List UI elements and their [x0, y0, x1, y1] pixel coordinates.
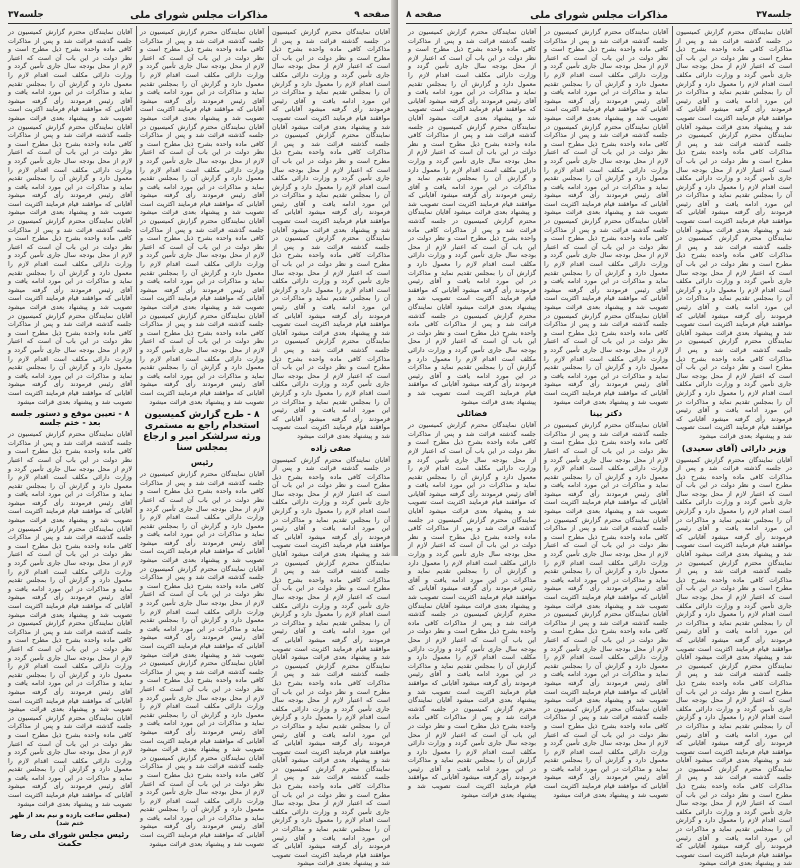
president-signature-line: رئیس مجلس شورای ملی رضا حکمت	[8, 830, 132, 848]
body-text: آقایان نمایندگان محترم گزارش کمیسیون در جلسه گذشته قرائت شد و پس از مذاکرات کافی ماده واحده بشرح ذیل مطرح است و نظر دولت در این باب آن است که اعتبار لازم از محل بودجه سال جاری تأمین گردد و وزارت دارائی مکلف است اقدام لازم را معمول دارد و گزارش آن را بمجلس تقدیم نماید و مذاکرات در این مورد ادامه یافت و آقای رئیس فرمودند رأی گرفته میشود آقایانی که موافقند قیام فرمایند اکثریت است تصویب شد و پیشنهاد بعدی قرائت میشود آقایان نمایندگان محترم گزارش کمیسیون در جلسه گذشته قرائت شد و پس از مذاکرات کافی ماده واحده بشرح ذیل مطرح است و نظر دولت در این باب آن است که اعتبار لازم از محل بودجه سال جاری تأمین گردد و وزارت دارائی مکلف است اقدام لازم را معمول دارد و گزارش آن را بمجلس تقدیم نماید و مذاکرات در این مورد ادامه یافت و آقای رئیس فرمودند رأی گرفته میشود آقایانی که موافقند قیام فرمایند اکثریت است تصویب شد و پیشنهاد بعدی قرائت میشود آقایان نمایندگان محترم گزارش کمیسیون در جلسه گذشته قرائت شد و پس از مذاکرات کافی ماده واحده بشرح ذیل مطرح است و نظر دولت در این باب آن است که اعتبار لازم از محل بودجه سال جاری تأمین گردد و وزارت دارائی مکلف است اقدام لازم را معمول دارد و گزارش آن را بمجلس تقدیم نماید و مذاکرات در این مورد ادامه یافت و آقای رئیس فرمودند رأی گرفته میشود آقایانی که موافقند قیام فرمایند اکثریت است تصویب شد و پیشنهاد بعدی قرائت میشود آقایان نمایندگان محترم گزارش کمیسیون در جلسه گذشته قرائت شد و پس از مذاکرات کافی ماده واحده بشرح ذیل مطرح است و نظر دولت در این باب آن است که اعتبار لازم از محل بودجه سال جاری تأمین گردد و وزارت دارائی مکلف است اقدام لازم را معمول دارد و گزارش آن را بمجلس تقدیم نماید و مذاکرات در این مورد ادامه یافت و آقای رئیس فرمودند رأی گرفته میشود آقایانی که موافقند قیام فرمایند اکثریت است تصویب شد و پیشنهاد بعدی قرائت میشود	[544, 28, 668, 406]
body-text: آقایان نمایندگان محترم گزارش کمیسیون در جلسه گذشته قرائت شد و پس از مذاکرات کافی ماده واحده بشرح ذیل مطرح است و نظر دولت در این باب آن است که اعتبار لازم از محل بودجه سال جاری تأمین گردد و وزارت دارائی مکلف است اقدام لازم را معمول دارد و گزارش آن را بمجلس تقدیم نماید و مذاکرات در این مورد ادامه یافت و آقای رئیس فرمودند رأی گرفته میشود آقایانی که موافقند قیام فرمایند اکثریت است تصویب شد و پیشنهاد بعدی قرائت میشود آقایان نمایندگان محترم گزارش کمیسیون در جلسه گذشته قرائت شد و پس از مذاکرات کافی ماده واحده بشرح ذیل مطرح است و نظر دولت در این باب آن است که اعتبار لازم از محل بودجه سال جاری تأمین گردد و وزارت دارائی مکلف است اقدام لازم را معمول دارد و گزارش آن را بمجلس تقدیم نماید و مذاکرات در این مورد ادامه یافت و آقای رئیس فرمودند رأی گرفته میشود آقایانی که موافقند قیام فرمایند اکثریت است تصویب شد و پیشنهاد بعدی قرائت میشود آقایان نمایندگان محترم گزارش کمیسیون در جلسه گذشته قرائت شد و پس از مذاکرات کافی ماده واحده بشرح ذیل مطرح است و نظر دولت در این باب آن است که اعتبار لازم از محل بودجه سال جاری تأمین گردد و وزارت دارائی مکلف است اقدام لازم را معمول دارد و گزارش آن را بمجلس تقدیم نماید و مذاکرات در این مورد ادامه یافت و آقای رئیس فرمودند رأی گرفته میشود آقایانی که موافقند قیام فرمایند اکثریت است تصویب شد و پیشنهاد بعدی قرائت میشود آقایان نمایندگان محترم گزارش کمیسیون در جلسه گذشته قرائت شد و پس از مذاکرات کافی ماده واحده بشرح ذیل مطرح است و نظر دولت در این باب آن است که اعتبار لازم از محل بودجه سال جاری تأمین گردد و وزارت دارائی مکلف است اقدام لازم را معمول دارد و گزارش آن را بمجلس تقدیم نماید و مذاکرات در این مورد ادامه یافت و آقای رئیس فرمودند رأی گرفته میشود آقایانی که موافقند قیام فرمایند اکثریت است تصویب شد و پیشنهاد بعدی قرائت میشود	[544, 421, 668, 799]
body-text: آقایان نمایندگان محترم گزارش کمیسیون در جلسه گذشته قرائت شد و پس از مذاکرات کافی ماده واحده بشرح ذیل مطرح است و نظر دولت در این باب آن است که اعتبار لازم از محل بودجه سال جاری تأمین گردد و وزارت دارائی مکلف است اقدام لازم را معمول دارد و گزارش آن را بمجلس تقدیم نماید و مذاکرات در این مورد ادامه یافت و آقای رئیس فرمودند رأی گرفته میشود آقایانی که موافقند قیام فرمایند اکثریت است تصویب شد و پیشنهاد بعدی قرائت میشود آقایان نمایندگان محترم گزارش کمیسیون در جلسه گذشته قرائت شد و پس از مذاکرات کافی ماده واحده بشرح ذیل مطرح است و نظر دولت در این باب آن است که اعتبار لازم از محل بودجه سال جاری تأمین گردد و وزارت دارائی مکلف است اقدام لازم را معمول دارد و گزارش آن را بمجلس تقدیم نماید و مذاکرات در این مورد ادامه یافت و آقای رئیس فرمودند رأی گرفته میشود آقایانی که موافقند قیام فرمایند اکثریت است تصویب شد و پیشنهاد بعدی قرائت میشود آقایان نمایندگان محترم گزارش کمیسیون در جلسه گذشته قرائت شد و پس از مذاکرات کافی ماده واحده بشرح ذیل مطرح است و نظر دولت در این باب آن است که اعتبار لازم از محل بودجه سال جاری تأمین گردد و وزارت دارائی مکلف است اقدام لازم را معمول دارد و گزارش آن را بمجلس تقدیم نماید و مذاکرات در این مورد ادامه یافت و آقای رئیس فرمودند رأی گرفته میشود آقایانی که موافقند قیام فرمایند اکثریت است تصویب شد و پیشنهاد بعدی قرائت میشود آقایان نمایندگان محترم گزارش کمیسیون در جلسه گذشته قرائت شد و پس از مذاکرات کافی ماده واحده بشرح ذیل مطرح است و نظر دولت در این باب آن است که اعتبار لازم از محل بودجه سال جاری تأمین گردد و وزارت دارائی مکلف است اقدام لازم را معمول دارد و گزارش آن را بمجلس تقدیم نماید و مذاکرات در این مورد ادامه یافت و آقای رئیس فرمودند رأی گرفته میشود آقایانی که موافقند قیام فرمایند اکثریت است تصویب شد و پیشنهاد بعدی قرائت میشود	[408, 28, 536, 406]
left-header-rule	[8, 23, 390, 24]
left-page-header	[8, 8, 390, 22]
session-end: (مجلس ساعت یازده و نیم بعد از ظهر ختم شد)	[8, 811, 132, 827]
left-page-number: صفحه ۹	[354, 10, 390, 20]
speaker-zahedi: صفی زاده	[272, 444, 390, 453]
right-page-number: صفحه ۸	[406, 10, 442, 20]
column-rule	[136, 26, 137, 550]
body-text: آقایان نمایندگان محترم گزارش کمیسیون در جلسه گذشته قرائت شد و پس از مذاکرات کافی ماده واحده بشرح ذیل مطرح است و نظر دولت در این باب آن است که اعتبار لازم از محل بودجه سال جاری تأمین گردد و وزارت دارائی مکلف است اقدام لازم را معمول دارد و گزارش آن را بمجلس تقدیم نماید و مذاکرات در این مورد ادامه یافت و آقای رئیس فرمودند رأی گرفته میشود آقایانی که موافقند قیام فرمایند اکثریت است تصویب شد و پیشنهاد بعدی قرائت میشود آقایان نمایندگان محترم گزارش کمیسیون در جلسه گذشته قرائت شد و پس از مذاکرات کافی ماده واحده بشرح ذیل مطرح است و نظر دولت در این باب آن است که اعتبار لازم از محل بودجه سال جاری تأمین گردد و وزارت دارائی مکلف است اقدام لازم را معمول دارد و گزارش آن را بمجلس تقدیم نماید و مذاکرات در این مورد ادامه یافت و آقای رئیس فرمودند رأی گرفته میشود آقایانی که موافقند قیام فرمایند اکثریت است تصویب شد و پیشنهاد بعدی قرائت میشود آقایان نمایندگان محترم گزارش کمیسیون در جلسه گذشته قرائت شد و پس از مذاکرات کافی ماده واحده بشرح ذیل مطرح است و نظر دولت در این باب آن است که اعتبار لازم از محل بودجه سال جاری تأمین گردد و وزارت دارائی مکلف است اقدام لازم را معمول دارد و گزارش آن را بمجلس تقدیم نماید و مذاکرات در این مورد ادامه یافت و آقای رئیس فرمودند رأی گرفته میشود آقایانی که موافقند قیام فرمایند اکثریت است تصویب شد و پیشنهاد بعدی قرائت میشود آقایان نمایندگان محترم گزارش کمیسیون در جلسه گذشته قرائت شد و پس از مذاکرات کافی ماده واحده بشرح ذیل مطرح است و نظر دولت در این باب آن است که اعتبار لازم از محل بودجه سال جاری تأمین گردد و وزارت دارائی مکلف است اقدام لازم را معمول دارد و گزارش آن را بمجلس تقدیم نماید و مذاکرات در این مورد ادامه یافت و آقای رئیس فرمودند رأی گرفته میشود آقایانی که موافقند قیام فرمایند اکثریت است تصویب شد و پیشنهاد بعدی قرائت میشود	[140, 470, 264, 848]
speaker-finance-minister: وزیر دارائی (آقای سعیدی)	[676, 444, 792, 453]
body-text: آقایان نمایندگان محترم گزارش کمیسیون در جلسه گذشته قرائت شد و پس از مذاکرات کافی ماده واحده بشرح ذیل مطرح است و نظر دولت در این باب آن است که اعتبار لازم از محل بودجه سال جاری تأمین گردد و وزارت دارائی مکلف است اقدام لازم را معمول دارد و گزارش آن را بمجلس تقدیم نماید و مذاکرات در این مورد ادامه یافت و آقای رئیس فرمودند رأی گرفته میشود آقایانی که موافقند قیام فرمایند اکثریت است تصویب شد و پیشنهاد بعدی قرائت میشود آقایان نمایندگان محترم گزارش کمیسیون در جلسه گذشته قرائت شد و پس از مذاکرات کافی ماده واحده بشرح ذیل مطرح است و نظر دولت در این باب آن است که اعتبار لازم از محل بودجه سال جاری تأمین گردد و وزارت دارائی مکلف است اقدام لازم را معمول دارد و گزارش آن را بمجلس تقدیم نماید و مذاکرات در این مورد ادامه یافت و آقای رئیس فرمودند رأی گرفته میشود آقایانی که موافقند قیام فرمایند اکثریت است تصویب شد و پیشنهاد بعدی قرائت میشود آقایان نمایندگان محترم گزارش کمیسیون در جلسه گذشته قرائت شد و پس از مذاکرات کافی ماده واحده بشرح ذیل مطرح است و نظر دولت در این باب آن است که اعتبار لازم از محل بودجه سال جاری تأمین گردد و وزارت دارائی مکلف است اقدام لازم را معمول دارد و گزارش آن را بمجلس تقدیم نماید و مذاکرات در این مورد ادامه یافت و آقای رئیس فرمودند رأی گرفته میشود آقایانی که موافقند قیام فرمایند اکثریت است تصویب شد و پیشنهاد بعدی قرائت میشود آقایان نمایندگان محترم گزارش کمیسیون در جلسه گذشته قرائت شد و پس از مذاکرات کافی ماده واحده بشرح ذیل مطرح است و نظر دولت در این باب آن است که اعتبار لازم از محل بودجه سال جاری تأمین گردد و وزارت دارائی مکلف است اقدام لازم را معمول دارد و گزارش آن را بمجلس تقدیم نماید و مذاکرات در این مورد ادامه یافت و آقای رئیس فرمودند رأی گرفته میشود آقایانی که موافقند قیام فرمایند اکثریت است تصویب شد و پیشنهاد بعدی قرائت میشود	[272, 456, 390, 868]
left-col-2	[140, 28, 264, 550]
body-text: آقایان نمایندگان محترم گزارش کمیسیون در جلسه گذشته قرائت شد و پس از مذاکرات کافی ماده واحده بشرح ذیل مطرح است و نظر دولت در این باب آن است که اعتبار لازم از محل بودجه سال جاری تأمین گردد و وزارت دارائی مکلف است اقدام لازم را معمول دارد و گزارش آن را بمجلس تقدیم نماید و مذاکرات در این مورد ادامه یافت و آقای رئیس فرمودند رأی گرفته میشود آقایانی که موافقند قیام فرمایند اکثریت است تصویب شد و پیشنهاد بعدی قرائت میشود آقایان نمایندگان محترم گزارش کمیسیون در جلسه گذشته قرائت شد و پس از مذاکرات کافی ماده واحده بشرح ذیل مطرح است و نظر دولت در این باب آن است که اعتبار لازم از محل بودجه سال جاری تأمین گردد و وزارت دارائی مکلف است اقدام لازم را معمول دارد و گزارش آن را بمجلس تقدیم نماید و مذاکرات در این مورد ادامه یافت و آقای رئیس فرمودند رأی گرفته میشود آقایانی که موافقند قیام فرمایند اکثریت است تصویب شد و پیشنهاد بعدی قرائت میشود آقایان نمایندگان محترم گزارش کمیسیون در جلسه گذشته قرائت شد و پس از مذاکرات کافی ماده واحده بشرح ذیل مطرح است و نظر دولت در این باب آن است که اعتبار لازم از محل بودجه سال جاری تأمین گردد و وزارت دارائی مکلف است اقدام لازم را معمول دارد و گزارش آن را بمجلس تقدیم نماید و مذاکرات در این مورد ادامه یافت و آقای رئیس فرمودند رأی گرفته میشود آقایانی که موافقند قیام فرمایند اکثریت است تصویب شد و پیشنهاد بعدی قرائت میشود آقایان نمایندگان محترم گزارش کمیسیون در جلسه گذشته قرائت شد و پس از مذاکرات کافی ماده واحده بشرح ذیل مطرح است و نظر دولت در این باب آن است که اعتبار لازم از محل بودجه سال جاری تأمین گردد و وزارت دارائی مکلف است اقدام لازم را معمول دارد و گزارش آن را بمجلس تقدیم نماید و مذاکرات در این مورد ادامه یافت و آقای رئیس فرمودند رأی گرفته میشود آقایانی که موافقند قیام فرمایند اکثریت است تصویب شد و پیشنهاد بعدی قرائت میشود	[272, 28, 390, 441]
agenda-heading: ۸ - تعیین موقع و دستور جلسه بعد - ختم جلسه	[8, 409, 132, 427]
body-text: آقایان نمایندگان محترم گزارش کمیسیون در جلسه گذشته قرائت شد و پس از مذاکرات کافی ماده واحده بشرح ذیل مطرح است و نظر دولت در این باب آن است که اعتبار لازم از محل بودجه سال جاری تأمین گردد و وزارت دارائی مکلف است اقدام لازم را معمول دارد و گزارش آن را بمجلس تقدیم نماید و مذاکرات در این مورد ادامه یافت و آقای رئیس فرمودند رأی گرفته میشود آقایانی که موافقند قیام فرمایند اکثریت است تصویب شد و پیشنهاد بعدی قرائت میشود آقایان نمایندگان محترم گزارش کمیسیون در جلسه گذشته قرائت شد و پس از مذاکرات کافی ماده واحده بشرح ذیل مطرح است و نظر دولت در این باب آن است که اعتبار لازم از محل بودجه سال جاری تأمین گردد و وزارت دارائی مکلف است اقدام لازم را معمول دارد و گزارش آن را بمجلس تقدیم نماید و مذاکرات در این مورد ادامه یافت و آقای رئیس فرمودند رأی گرفته میشود آقایانی که موافقند قیام فرمایند اکثریت است تصویب شد و پیشنهاد بعدی قرائت میشود آقایان نمایندگان محترم گزارش کمیسیون در جلسه گذشته قرائت شد و پس از مذاکرات کافی ماده واحده بشرح ذیل مطرح است و نظر دولت در این باب آن است که اعتبار لازم از محل بودجه سال جاری تأمین گردد و وزارت دارائی مکلف است اقدام لازم را معمول دارد و گزارش آن را بمجلس تقدیم نماید و مذاکرات در این مورد ادامه یافت و آقای رئیس فرمودند رأی گرفته میشود آقایانی که موافقند قیام فرمایند اکثریت است تصویب شد و پیشنهاد بعدی قرائت میشود آقایان نمایندگان محترم گزارش کمیسیون در جلسه گذشته قرائت شد و پس از مذاکرات کافی ماده واحده بشرح ذیل مطرح است و نظر دولت در این باب آن است که اعتبار لازم از محل بودجه سال جاری تأمین گردد و وزارت دارائی مکلف است اقدام لازم را معمول دارد و گزارش آن را بمجلس تقدیم نماید و مذاکرات در این مورد ادامه یافت و آقای رئیس فرمودند رأی گرفته میشود آقایانی که موافقند قیام فرمایند اکثریت است تصویب شد و پیشنهاد بعدی قرائت میشود	[408, 421, 536, 799]
left-session-number: جلسه۳۷	[8, 10, 44, 20]
body-text: آقایان نمایندگان محترم گزارش کمیسیون در جلسه گذشته قرائت شد و پس از مذاکرات کافی ماده واحده بشرح ذیل مطرح است و نظر دولت در این باب آن است که اعتبار لازم از محل بودجه سال جاری تأمین گردد و وزارت دارائی مکلف است اقدام لازم را معمول دارد و گزارش آن را بمجلس تقدیم نماید و مذاکرات در این مورد ادامه یافت و آقای رئیس فرمودند رأی گرفته میشود آقایانی که موافقند قیام فرمایند اکثریت است تصویب شد و پیشنهاد بعدی قرائت میشود آقایان نمایندگان محترم گزارش کمیسیون در جلسه گذشته قرائت شد و پس از مذاکرات کافی ماده واحده بشرح ذیل مطرح است و نظر دولت در این باب آن است که اعتبار لازم از محل بودجه سال جاری تأمین گردد و وزارت دارائی مکلف است اقدام لازم را معمول دارد و گزارش آن را بمجلس تقدیم نماید و مذاکرات در این مورد ادامه یافت و آقای رئیس فرمودند رأی گرفته میشود آقایانی که موافقند قیام فرمایند اکثریت است تصویب شد و پیشنهاد بعدی قرائت میشود آقایان نمایندگان محترم گزارش کمیسیون در جلسه گذشته قرائت شد و پس از مذاکرات کافی ماده واحده بشرح ذیل مطرح است و نظر دولت در این باب آن است که اعتبار لازم از محل بودجه سال جاری تأمین گردد و وزارت دارائی مکلف است اقدام لازم را معمول دارد و گزارش آن را بمجلس تقدیم نماید و مذاکرات در این مورد ادامه یافت و آقای رئیس فرمودند رأی گرفته میشود آقایانی که موافقند قیام فرمایند اکثریت است تصویب شد و پیشنهاد بعدی قرائت میشود آقایان نمایندگان محترم گزارش کمیسیون در جلسه گذشته قرائت شد و پس از مذاکرات کافی ماده واحده بشرح ذیل مطرح است و نظر دولت در این باب آن است که اعتبار لازم از محل بودجه سال جاری تأمین گردد و وزارت دارائی مکلف است اقدام لازم را معمول دارد و گزارش آن را بمجلس تقدیم نماید و مذاکرات در این مورد ادامه یافت و آقای رئیس فرمودند رأی گرفته میشود آقایانی که موافقند قیام فرمایند اکثریت است تصویب شد و پیشنهاد بعدی قرائت میشود	[676, 456, 792, 868]
right-page-header	[406, 8, 792, 22]
body-text: آقایان نمایندگان محترم گزارش کمیسیون در جلسه گذشته قرائت شد و پس از مذاکرات کافی ماده واحده بشرح ذیل مطرح است و نظر دولت در این باب آن است که اعتبار لازم از محل بودجه سال جاری تأمین گردد و وزارت دارائی مکلف است اقدام لازم را معمول دارد و گزارش آن را بمجلس تقدیم نماید و مذاکرات در این مورد ادامه یافت و آقای رئیس فرمودند رأی گرفته میشود آقایانی که موافقند قیام فرمایند اکثریت است تصویب شد و پیشنهاد بعدی قرائت میشود آقایان نمایندگان محترم گزارش کمیسیون در جلسه گذشته قرائت شد و پس از مذاکرات کافی ماده واحده بشرح ذیل مطرح است و نظر دولت در این باب آن است که اعتبار لازم از محل بودجه سال جاری تأمین گردد و وزارت دارائی مکلف است اقدام لازم را معمول دارد و گزارش آن را بمجلس تقدیم نماید و مذاکرات در این مورد ادامه یافت و آقای رئیس فرمودند رأی گرفته میشود آقایانی که موافقند قیام فرمایند اکثریت است تصویب شد و پیشنهاد بعدی قرائت میشود آقایان نمایندگان محترم گزارش کمیسیون در جلسه گذشته قرائت شد و پس از مذاکرات کافی ماده واحده بشرح ذیل مطرح است و نظر دولت در این باب آن است که اعتبار لازم از محل بودجه سال جاری تأمین گردد و وزارت دارائی مکلف است اقدام لازم را معمول دارد و گزارش آن را بمجلس تقدیم نماید و مذاکرات در این مورد ادامه یافت و آقای رئیس فرمودند رأی گرفته میشود آقایانی که موافقند قیام فرمایند اکثریت است تصویب شد و پیشنهاد بعدی قرائت میشود آقایان نمایندگان محترم گزارش کمیسیون در جلسه گذشته قرائت شد و پس از مذاکرات کافی ماده واحده بشرح ذیل مطرح است و نظر دولت در این باب آن است که اعتبار لازم از محل بودجه سال جاری تأمین گردد و وزارت دارائی مکلف است اقدام لازم را معمول دارد و گزارش آن را بمجلس تقدیم نماید و مذاکرات در این مورد ادامه یافت و آقای رئیس فرمودند رأی گرفته میشود آقایانی که موافقند قیام فرمایند اکثریت است تصویب شد و پیشنهاد بعدی قرائت میشود	[140, 28, 264, 406]
right-page-title: مذاکرات مجلس شورای ملی	[530, 10, 668, 21]
speaker-chair: رئیس	[140, 458, 264, 467]
body-text: آقایان نمایندگان محترم گزارش کمیسیون در جلسه گذشته قرائت شد و پس از مذاکرات کافی ماده واحده بشرح ذیل مطرح است و نظر دولت در این باب آن است که اعتبار لازم از محل بودجه سال جاری تأمین گردد و وزارت دارائی مکلف است اقدام لازم را معمول دارد و گزارش آن را بمجلس تقدیم نماید و مذاکرات در این مورد ادامه یافت و آقای رئیس فرمودند رأی گرفته میشود آقایانی که موافقند قیام فرمایند اکثریت است تصویب شد و پیشنهاد بعدی قرائت میشود آقایان نمایندگان محترم گزارش کمیسیون در جلسه گذشته قرائت شد و پس از مذاکرات کافی ماده واحده بشرح ذیل مطرح است و نظر دولت در این باب آن است که اعتبار لازم از محل بودجه سال جاری تأمین گردد و وزارت دارائی مکلف است اقدام لازم را معمول دارد و گزارش آن را بمجلس تقدیم نماید و مذاکرات در این مورد ادامه یافت و آقای رئیس فرمودند رأی گرفته میشود آقایانی که موافقند قیام فرمایند اکثریت است تصویب شد و پیشنهاد بعدی قرائت میشود آقایان نمایندگان محترم گزارش کمیسیون در جلسه گذشته قرائت شد و پس از مذاکرات کافی ماده واحده بشرح ذیل مطرح است و نظر دولت در این باب آن است که اعتبار لازم از محل بودجه سال جاری تأمین گردد و وزارت دارائی مکلف است اقدام لازم را معمول دارد و گزارش آن را بمجلس تقدیم نماید و مذاکرات در این مورد ادامه یافت و آقای رئیس فرمودند رأی گرفته میشود آقایانی که موافقند قیام فرمایند اکثریت است تصویب شد و پیشنهاد بعدی قرائت میشود آقایان نمایندگان محترم گزارش کمیسیون در جلسه گذشته قرائت شد و پس از مذاکرات کافی ماده واحده بشرح ذیل مطرح است و نظر دولت در این باب آن است که اعتبار لازم از محل بودجه سال جاری تأمین گردد و وزارت دارائی مکلف است اقدام لازم را معمول دارد و گزارش آن را بمجلس تقدیم نماید و مذاکرات در این مورد ادامه یافت و آقای رئیس فرمودند رأی گرفته میشود آقایانی که موافقند قیام فرمایند اکثریت است تصویب شد و پیشنهاد بعدی قرائت میشود	[676, 28, 792, 441]
body-text: آقایان نمایندگان محترم گزارش کمیسیون در جلسه گذشته قرائت شد و پس از مذاکرات کافی ماده واحده بشرح ذیل مطرح است و نظر دولت در این باب آن است که اعتبار لازم از محل بودجه سال جاری تأمین گردد و وزارت دارائی مکلف است اقدام لازم را معمول دارد و گزارش آن را بمجلس تقدیم نماید و مذاکرات در این مورد ادامه یافت و آقای رئیس فرمودند رأی گرفته میشود آقایانی که موافقند قیام فرمایند اکثریت است تصویب شد و پیشنهاد بعدی قرائت میشود آقایان نمایندگان محترم گزارش کمیسیون در جلسه گذشته قرائت شد و پس از مذاکرات کافی ماده واحده بشرح ذیل مطرح است و نظر دولت در این باب آن است که اعتبار لازم از محل بودجه سال جاری تأمین گردد و وزارت دارائی مکلف است اقدام لازم را معمول دارد و گزارش آن را بمجلس تقدیم نماید و مذاکرات در این مورد ادامه یافت و آقای رئیس فرمودند رأی گرفته میشود آقایانی که موافقند قیام فرمایند اکثریت است تصویب شد و پیشنهاد بعدی قرائت میشود آقایان نمایندگان محترم گزارش کمیسیون در جلسه گذشته قرائت شد و پس از مذاکرات کافی ماده واحده بشرح ذیل مطرح است و نظر دولت در این باب آن است که اعتبار لازم از محل بودجه سال جاری تأمین گردد و وزارت دارائی مکلف است اقدام لازم را معمول دارد و گزارش آن را بمجلس تقدیم نماید و مذاکرات در این مورد ادامه یافت و آقای رئیس فرمودند رأی گرفته میشود آقایانی که موافقند قیام فرمایند اکثریت است تصویب شد و پیشنهاد بعدی قرائت میشود آقایان نمایندگان محترم گزارش کمیسیون در جلسه گذشته قرائت شد و پس از مذاکرات کافی ماده واحده بشرح ذیل مطرح است و نظر دولت در این باب آن است که اعتبار لازم از محل بودجه سال جاری تأمین گردد و وزارت دارائی مکلف است اقدام لازم را معمول دارد و گزارش آن را بمجلس تقدیم نماید و مذاکرات در این مورد ادامه یافت و آقای رئیس فرمودند رأی گرفته میشود آقایانی که موافقند قیام فرمایند اکثریت است تصویب شد و پیشنهاد بعدی قرائت میشود	[8, 430, 132, 808]
body-text: آقایان نمایندگان محترم گزارش کمیسیون در جلسه گذشته قرائت شد و پس از مذاکرات کافی ماده واحده بشرح ذیل مطرح است و نظر دولت در این باب آن است که اعتبار لازم از محل بودجه سال جاری تأمین گردد و وزارت دارائی مکلف است اقدام لازم را معمول دارد و گزارش آن را بمجلس تقدیم نماید و مذاکرات در این مورد ادامه یافت و آقای رئیس فرمودند رأی گرفته میشود آقایانی که موافقند قیام فرمایند اکثریت است تصویب شد و پیشنهاد بعدی قرائت میشود آقایان نمایندگان محترم گزارش کمیسیون در جلسه گذشته قرائت شد و پس از مذاکرات کافی ماده واحده بشرح ذیل مطرح است و نظر دولت در این باب آن است که اعتبار لازم از محل بودجه سال جاری تأمین گردد و وزارت دارائی مکلف است اقدام لازم را معمول دارد و گزارش آن را بمجلس تقدیم نماید و مذاکرات در این مورد ادامه یافت و آقای رئیس فرمودند رأی گرفته میشود آقایانی که موافقند قیام فرمایند اکثریت است تصویب شد و پیشنهاد بعدی قرائت میشود آقایان نمایندگان محترم گزارش کمیسیون در جلسه گذشته قرائت شد و پس از مذاکرات کافی ماده واحده بشرح ذیل مطرح است و نظر دولت در این باب آن است که اعتبار لازم از محل بودجه سال جاری تأمین گردد و وزارت دارائی مکلف است اقدام لازم را معمول دارد و گزارش آن را بمجلس تقدیم نماید و مذاکرات در این مورد ادامه یافت و آقای رئیس فرمودند رأی گرفته میشود آقایانی که موافقند قیام فرمایند اکثریت است تصویب شد و پیشنهاد بعدی قرائت میشود آقایان نمایندگان محترم گزارش کمیسیون در جلسه گذشته قرائت شد و پس از مذاکرات کافی ماده واحده بشرح ذیل مطرح است و نظر دولت در این باب آن است که اعتبار لازم از محل بودجه سال جاری تأمین گردد و وزارت دارائی مکلف است اقدام لازم را معمول دارد و گزارش آن را بمجلس تقدیم نماید و مذاکرات در این مورد ادامه یافت و آقای رئیس فرمودند رأی گرفته میشود آقایانی که موافقند قیام فرمایند اکثریت است تصویب شد و پیشنهاد بعدی قرائت میشود	[8, 28, 132, 406]
right-col-3	[408, 28, 536, 550]
report-heading: ۸ - طرح گزارش کمیسیون استخدام راجع به مستمری ورثه سرلشکر امیر و ارجاع بمجلس سنا	[140, 410, 264, 454]
left-page	[0, 0, 398, 556]
right-session-number: جلسه۳۷	[756, 10, 792, 20]
left-page-title: مذاکرات مجلس شورای ملی	[130, 10, 268, 21]
speaker-dr-bina: دکتر بینا	[544, 409, 668, 418]
right-header-rule	[406, 23, 792, 24]
column-rule	[672, 26, 673, 550]
column-rule	[268, 26, 269, 550]
right-col-2	[544, 28, 668, 550]
column-rule	[540, 26, 541, 550]
left-col-3	[8, 28, 132, 550]
right-page	[398, 0, 800, 556]
speaker-fazelat: فضائلی	[408, 409, 536, 418]
left-col-1	[272, 28, 390, 550]
right-col-1	[676, 28, 792, 550]
